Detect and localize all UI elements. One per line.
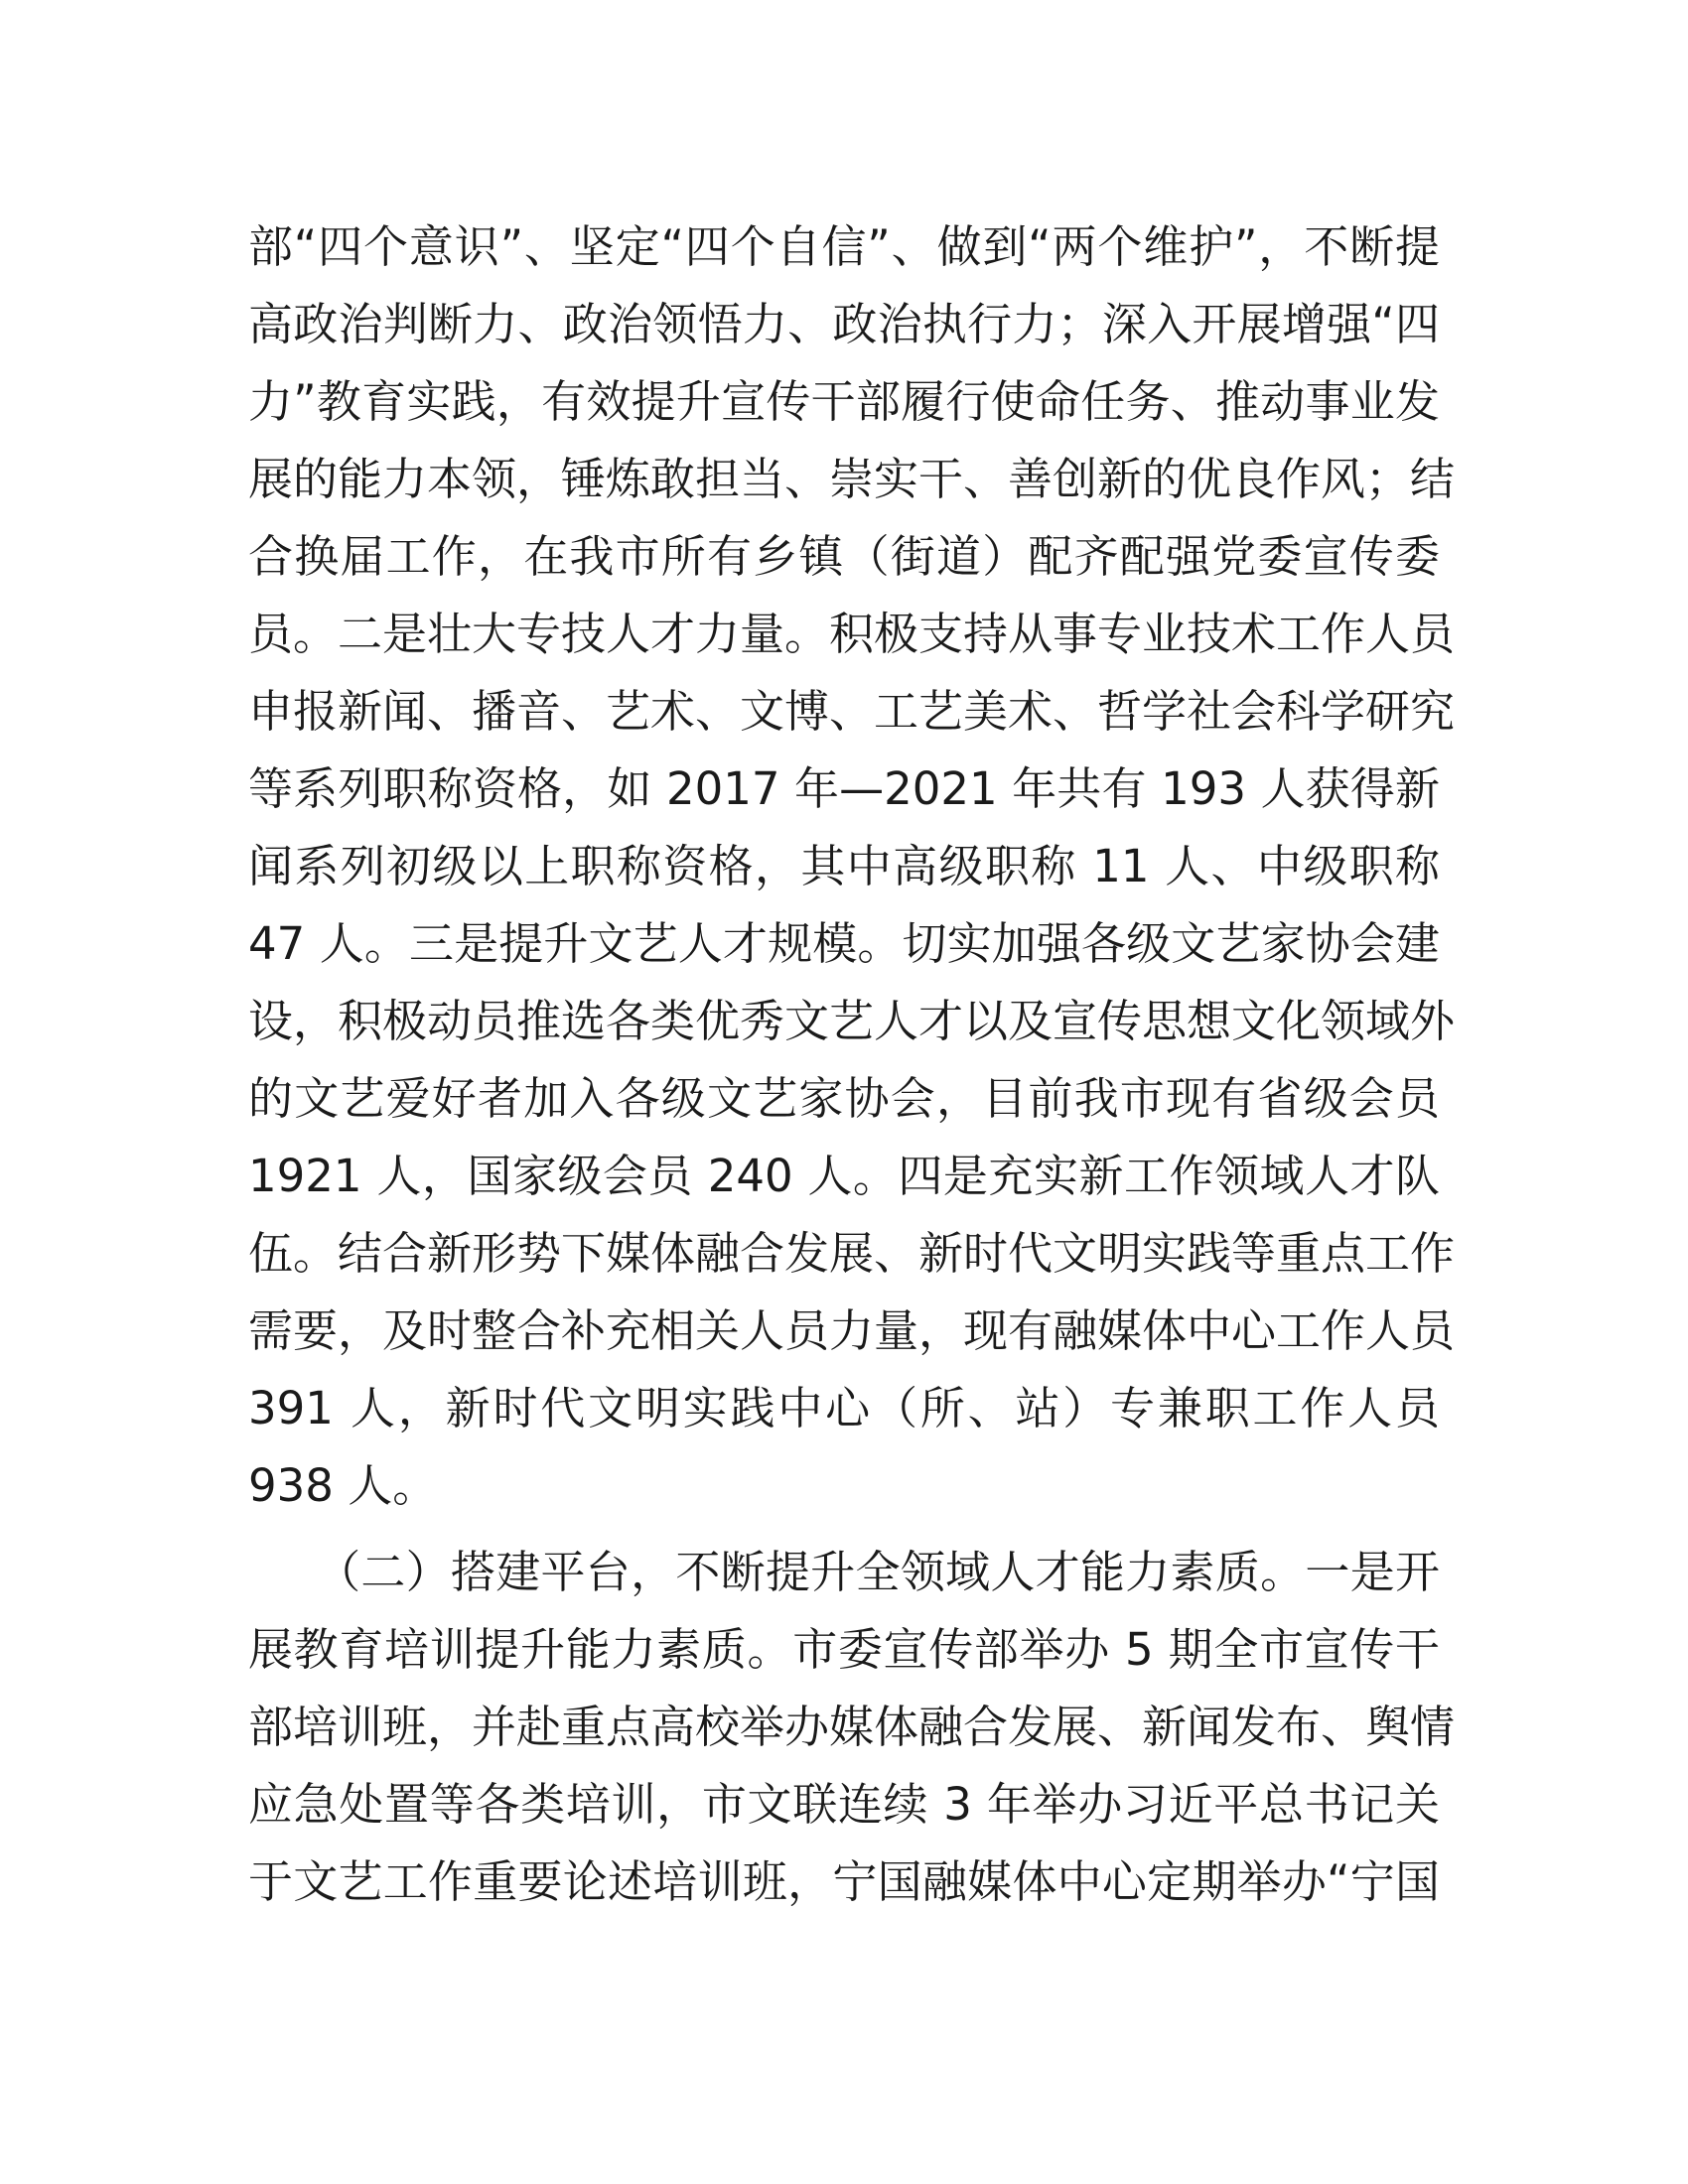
text-line: 47 人。三是提升文艺人才规模。切实加强各级文艺家协会建 — [248, 917, 1440, 970]
text-line: 应急处置等各类培训，市文联连续 3 年举办习近平总书记关 — [248, 1778, 1440, 1831]
text-line: 合换届工作，在我市所有乡镇（街道）配齐配强党委宣传委 — [248, 530, 1440, 583]
text-line: 部培训班，并赴重点高校举办媒体融合发展、新闻发布、舆情 — [248, 1701, 1456, 1753]
text-line: 1921 人，国家级会员 240 人。四是充实新工作领域人才队 — [248, 1150, 1440, 1202]
text-line: 的文艺爱好者加入各级文艺家协会，目前我市现有省级会员 — [248, 1072, 1440, 1125]
text-line: 设，积极动员推选各类优秀文艺人才以及宣传思想文化领域外 — [248, 995, 1456, 1047]
text-line: 部“四个意识”、坚定“四个自信”、做到“两个维护”，不断提 — [248, 220, 1440, 273]
text-line: 于文艺工作重要论述培训班，宁国融媒体中心定期举办“宁国 — [248, 1855, 1440, 1908]
paragraph-one — [248, 208, 1456, 1525]
text-line: 展的能力本领，锤炼敢担当、崇实干、善创新的优良作风；结 — [248, 453, 1456, 505]
text-line: 力”教育实践，有效提升宣传干部履行使命任务、推动事业发 — [248, 375, 1440, 428]
paragraph-two — [248, 1534, 1456, 1921]
text-line: 员。二是壮大专技人才力量。积极支持从事专业技术工作人员 — [248, 608, 1456, 660]
text-line: 伍。结合新形势下媒体融合发展、新时代文明实践等重点工作 — [248, 1227, 1456, 1280]
text-line: （二）搭建平台，不断提升全领域人才能力素质。一是开 — [248, 1546, 1440, 1598]
text-line: 高政治判断力、政治领悟力、政治执行力；深入开展增强“四 — [248, 298, 1440, 350]
text-line: 391 人，新时代文明实践中心（所、站）专兼职工作人员 — [248, 1382, 1440, 1434]
text-line: 938 人。 — [248, 1459, 438, 1512]
text-line: 展教育培训提升能力素质。市委宣传部举办 5 期全市宣传干 — [248, 1623, 1440, 1676]
text-line: 闻系列初级以上职称资格，其中高级职称 11 人、中级职称 — [248, 840, 1440, 892]
text-line: 申报新闻、播音、艺术、文博、工艺美术、哲学社会科学研究 — [248, 685, 1456, 738]
text-line: 等系列职称资格，如 2017 年—2021 年共有 193 人获得新 — [248, 762, 1440, 815]
text-line: 需要，及时整合补充相关人员力量，现有融媒体中心工作人员 — [248, 1304, 1456, 1357]
